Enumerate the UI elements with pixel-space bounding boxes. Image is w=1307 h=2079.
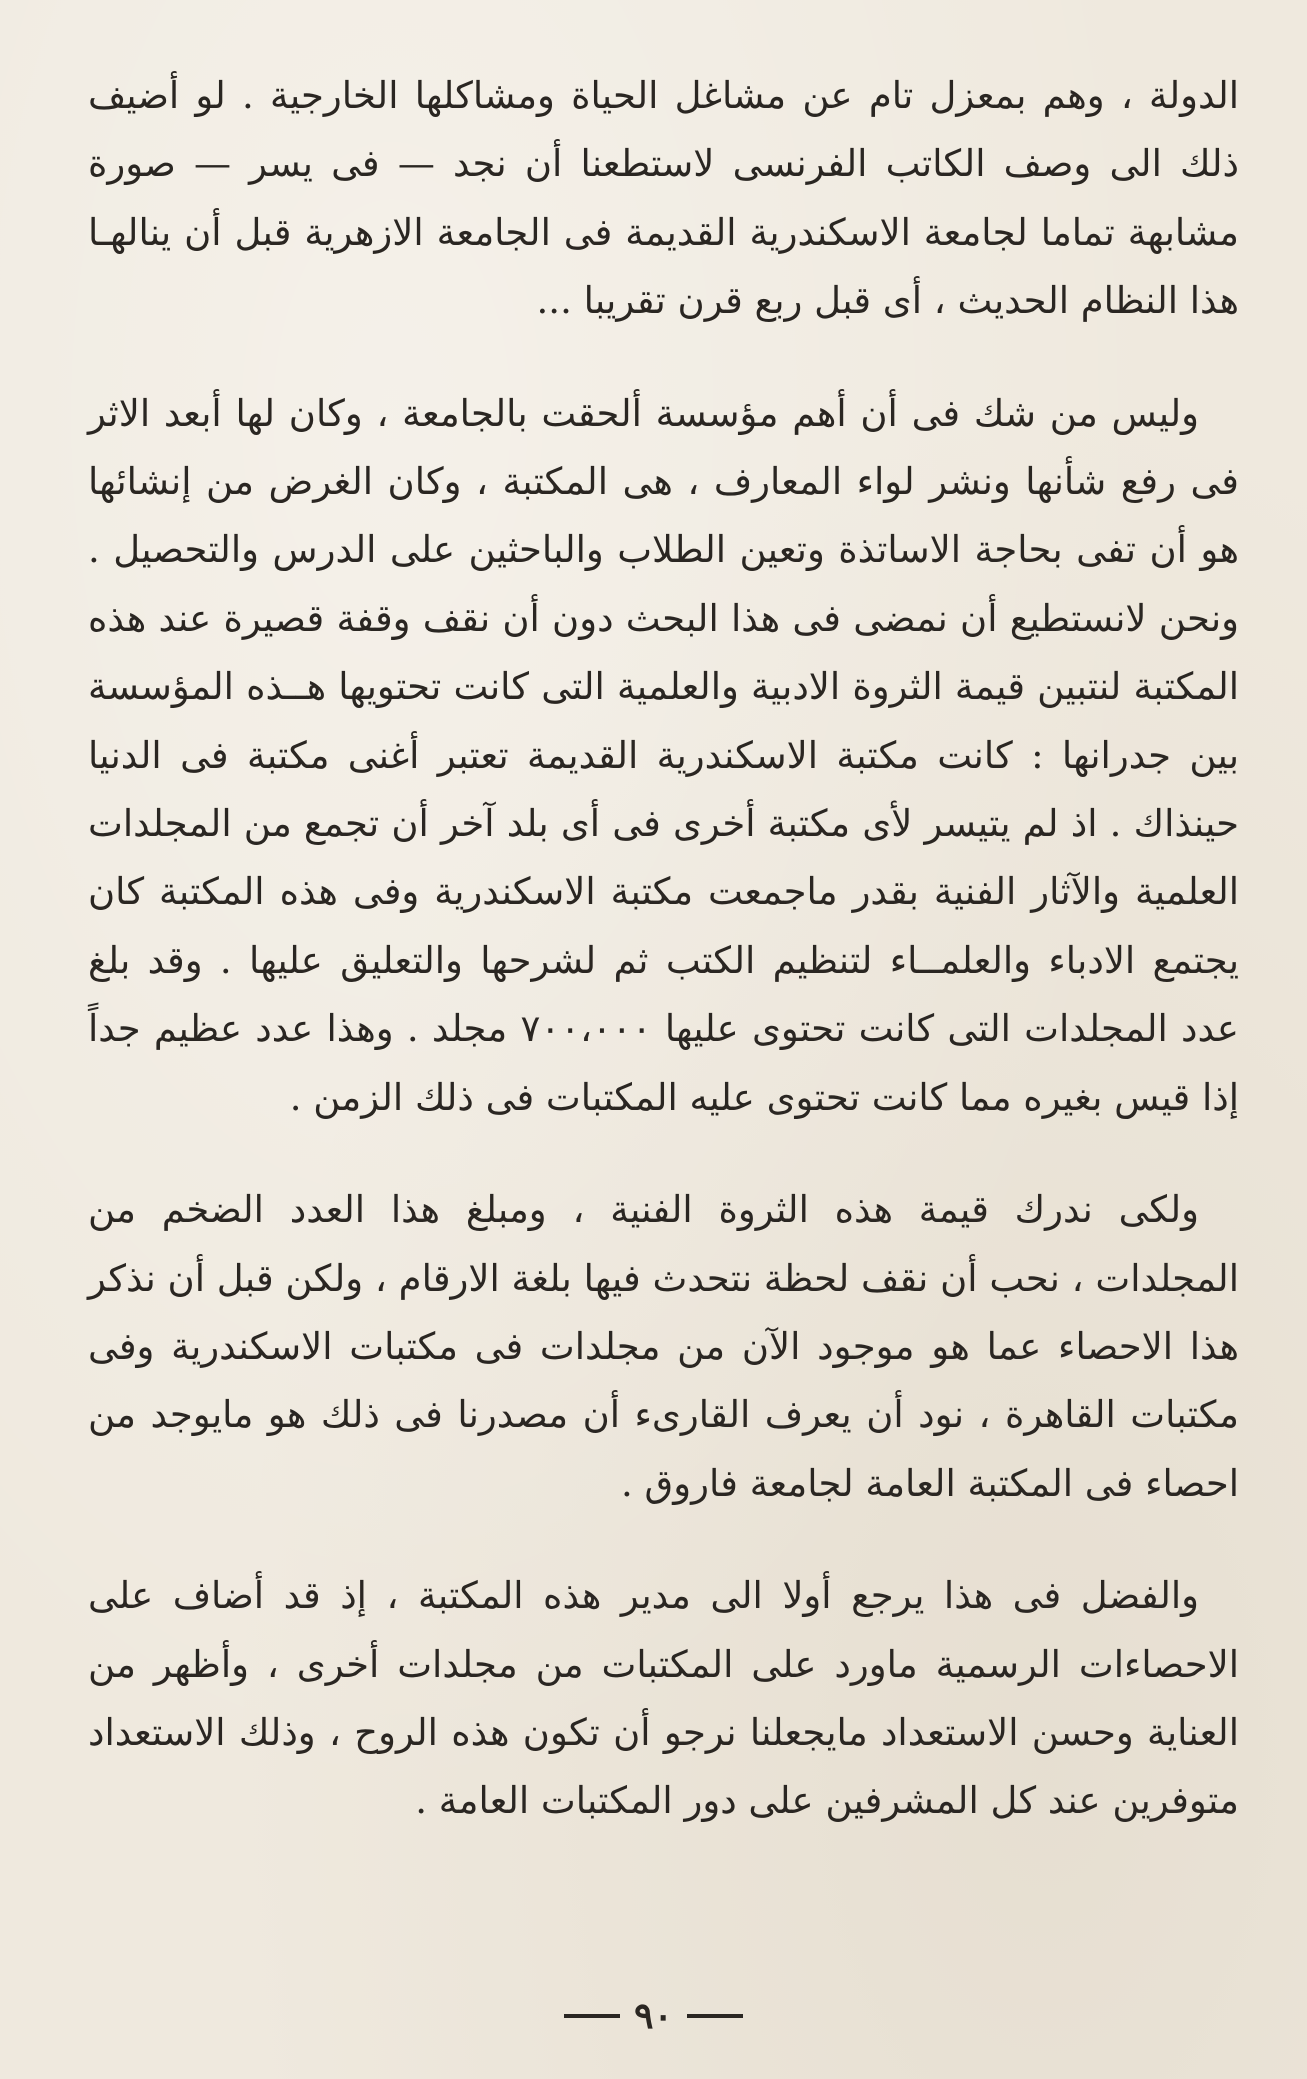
page-footer [0,1995,1307,2037]
page-body [88,62,1239,1836]
right-page-number-rule [687,2014,743,2018]
paragraph-3: ولكى ندرك قيمة هذه الثروة الفنية ، ومبلغ هذا العدد الضخم من المجلدات ، نحب أن نقف لحظة نتحدث فيها بلغة الارقام ، ولكن قبل أن نذكر هذا الاحصاء عما هو موجود الآن من مجلدات فى مكتبات الاسكندرية وفى مكتبات القاهرة ، نود أن يعرف القارىء أن مصدرنا فى ذلك هو مايوجد من احصاء فى المكتبة العامة لجامعة فاروق . [88,1188,1239,1505]
paragraph-2: وليس من شك فى أن أهم مؤسسة ألحقت بالجامعة ، وكان لها أبعد الاثر فى رفع شأنها ونشر لواء المعارف ، هى المكتبة ، وكان الغرض من إنشائها هو أن تفى بحاجة الاساتذة وتعين الطلاب والباحثين على الدرس والتحصيل . ونحن لانستطيع أن نمضى فى هذا البحث دون أن نقف وقفة قصيرة عند هذه المكتبة لنتبين قيمة الثروة الادبية والعلمية التى كانت تحتويها هــذه المؤسسة بين جدرانها : كانت مكتبة الاسكندرية القديمة تعتبر أغنى مكتبة فى الدنيا حينذاك . اذ لم يتيسر لأى مكتبة أخرى فى أى بلد آخر أن تجمع من المجلدات العلمية والآثار الفنية بقدر ماجمعت مكتبة الاسكندرية وفى هذه المكتبة كان يجتمع الادباء والعلمــاء لتنظيم الكتب ثم لشرحها والتعليق عليها . وقد بلغ عدد المجلدات التى كانت تحتوى عليها ٧٠٠،٠٠٠ مجلد . وهذا عدد عظيم جداً إذا قيس بغيره مما كانت تحتوى عليه المكتبات فى ذلك الزمن . [88,391,1239,1119]
paragraph-1: الدولة ، وهم بمعزل تام عن مشاغل الحياة ومشاكلها الخارجية . لو أضيف ذلك الى وصف الكاتب الفرنسى لاستطعنا أن نجد — فى يسر — صورة مشابهة تماما لجامعة الاسكندرية القديمة فى الجامعة الازهرية قبل أن ينالهـا هذا النظام الحديث ، أى قبل ربع قرن تقريبا ... [88,74,1239,323]
page-number: ٩٠ [634,1995,673,2037]
left-page-number-rule [564,2014,620,2018]
paragraph-4: والفضل فى هذا يرجع أولا الى مدير هذه المكتبة ، إذ قد أضاف على الاحصاءات الرسمية ماورد على المكتبات من مجلدات أخرى ، وأظهر من العناية وحسن الاستعداد مايجعلنا نرجو أن تكون هذه الروح ، وذلك الاستعداد متوفرين عند كل المشرفين على دور المكتبات العامة . [88,1574,1239,1823]
